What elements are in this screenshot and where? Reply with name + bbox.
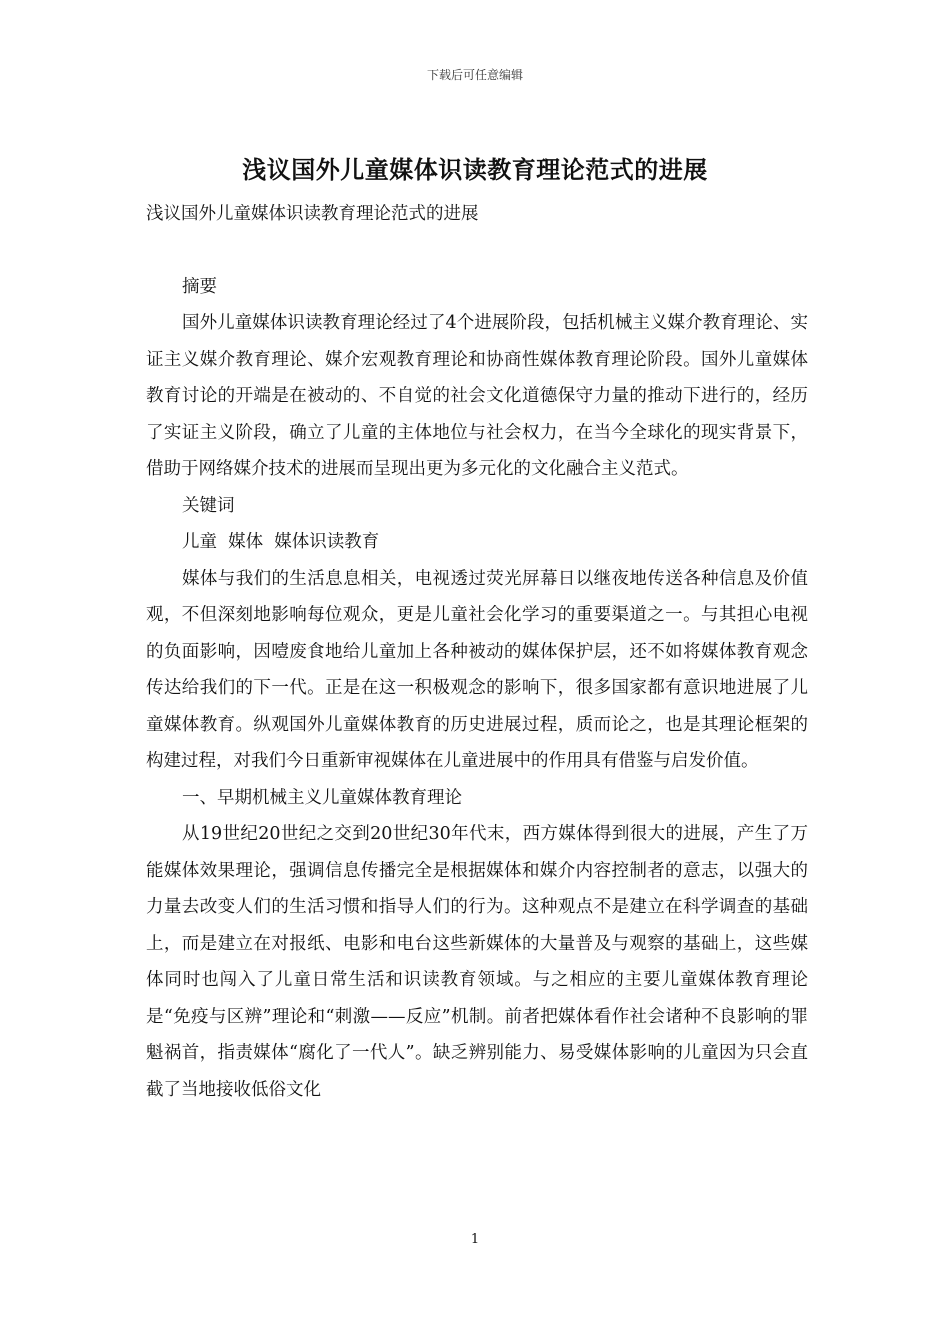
spacer	[146, 233, 808, 269]
intro-paragraph: 媒体与我们的生活息息相关，电视透过荧光屏幕日以继夜地传送各种信息及价值观，不但深刻地影响每位观众，更是儿童社会化学习的重要渠道之一。与其担心电视的负面影响，因噎废食地给儿童加上各种被动的媒体保护层，还不如将媒体教育观念传达给我们的下一代。正是在这一积极观念的影响下，很多国家都有意识地进展了儿童媒体教育。纵观国外儿童媒体教育的历史进展过程，质而论之，也是其理论框架的构建过程，对我们今日重新审视媒体在儿童进展中的作用具有借鉴与启发价值。	[146, 568, 808, 771]
abstract-heading: 摘要	[182, 276, 217, 297]
abstract-paragraph: 国外儿童媒体识读教育理论经过了4个进展阶段，包括机械主义媒介教育理论、实证主义媒介教育理论、媒介宏观教育理论和协商性媒体教育理论阶段。国外儿童媒体教育讨论的开端是在被动的、不自觉的社会文化道德保守力量的推动下进行的，经历了实证主义阶段，确立了儿童的主体地位与社会权力，在当今全球化的现实背景下，借助于网络媒介技术的进展而呈现出更为多元化的文化融合主义范式。	[146, 313, 808, 479]
page-number: 1	[470, 1232, 480, 1247]
subtitle: 浅议国外儿童媒体识读教育理论范式的进展	[146, 204, 479, 224]
keywords-list: 儿童 媒体 媒体识读教育	[182, 532, 380, 552]
document-body	[146, 196, 808, 1108]
document-title: 浅议国外儿童媒体识读教育理论范式的进展	[242, 155, 708, 184]
section-1-paragraph: 从19世纪20世纪之交到20世纪30年代末，西方媒体得到很大的进展，产生了万能媒体效果理论，强调信息传播完全是根据媒体和媒介内容控制者的意志，以强大的力量去改变人们的生活习惯和指导人们的行为。这种观点不是建立在科学调查的基础上，而是建立在对报纸、电影和电台这些新媒体的大量普及与观察的基础上，这些媒体同时也闯入了儿童日常生活和识读教育领域。与之相应的主要儿童媒体教育理论是“免疫与区辨”理论和“刺激——反应”机制。前者把媒体看作社会诸种不良影响的罪魁祸首，指责媒体“腐化了一代人”。缺乏辨别能力、易受媒体影响的儿童因为只会直截了当地接收低俗文化	[146, 824, 808, 1100]
header-note: 下载后可任意编辑	[426, 68, 523, 82]
section-1-heading: 一、早期机械主义儿童媒体教育理论	[182, 787, 462, 808]
keywords-heading: 关键词	[182, 495, 235, 516]
